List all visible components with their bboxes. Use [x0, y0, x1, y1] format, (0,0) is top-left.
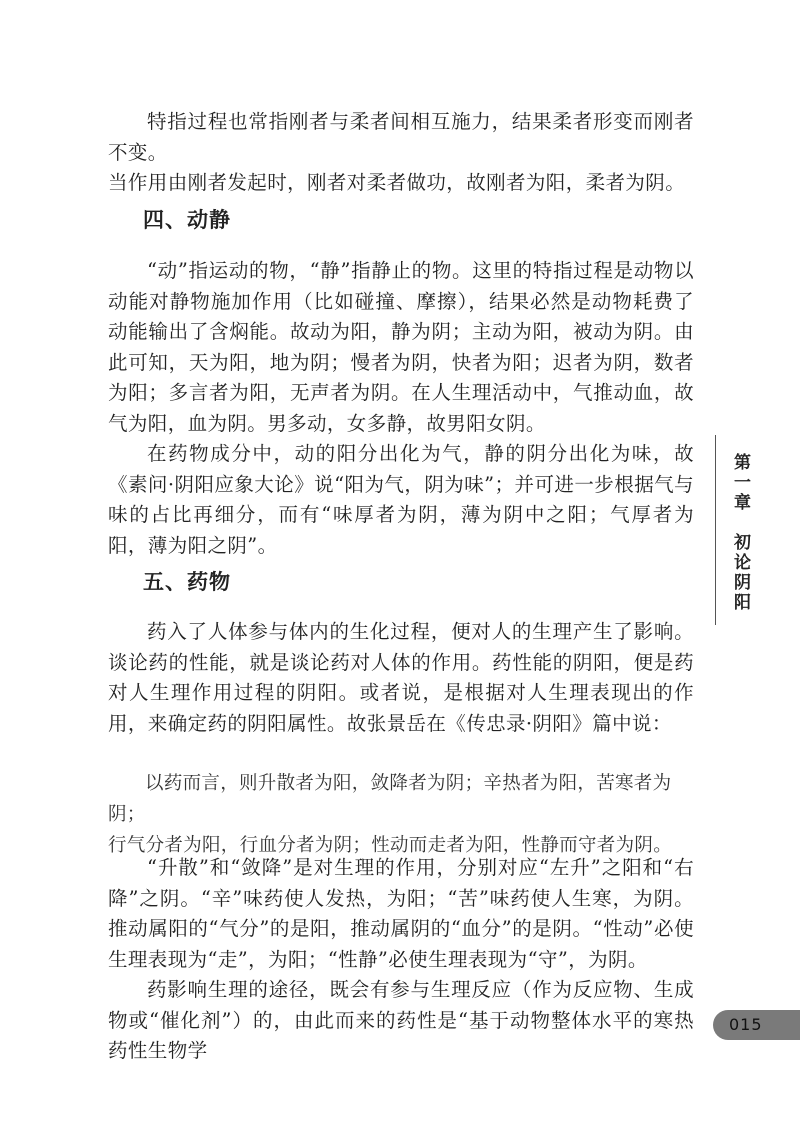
section-5-body-continued: [108, 853, 694, 1067]
section-heading-5: 五、药物: [143, 570, 231, 594]
section-5-paragraph-3: 药影响生理的途径，既会有参与生理反应（作为反应物、生成物或“催化剂”）的，由此而来的药性是“基于动物整体水平的寒热药性生物学: [108, 978, 694, 1062]
page-number: 015: [729, 1015, 763, 1034]
quote-line-1: 以药而言，则升散者为阳，敛降者为阴；辛热者为阳，苦寒者为阴；: [108, 773, 672, 825]
section-5-paragraph-1: 药入了人体参与体内的生化过程，便对人的生理产生了影响。谈论药的性能，就是谈论药对人体的作用。药性能的阴阳，便是药对人生理作用过程的阴阳。或者说，是根据对人生理表现出的作用，来确定药的阴阳属性。故张景岳在《传忠录·阴阳》篇中说：: [108, 620, 694, 735]
section-5-body: [108, 617, 694, 739]
section-4-paragraph-1: “动”指运动的物，“静”指静止的物。这里的特指过程是动物以动能对静物施加作用（比如碰撞、摩擦），结果必然是动物耗费了动能输出了含焖能。故动为阳，静为阴；主动为阳，被动为阴。由此可知，天为阳，地为阴；慢者为阴，快者为阳；迟者为阴，数者为阳；多言者为阳，无声者为阴。在人生理活动中，气推动血，故气为阳，血为阴。男多动，女多静，故男阳女阴。: [108, 259, 694, 435]
quote-line-2: 行气分者为阳，行血分者为阴；性动而走者为阳，性静而守者为阴。: [108, 835, 673, 856]
intro-line-2: 当作用由刚者发起时，刚者对柔者做功，故刚者为阳，柔者为阴。: [108, 171, 686, 194]
quotation-block: [108, 768, 700, 861]
intro-paragraph: [108, 107, 694, 199]
section-5-paragraph-2: “升散”和“敛降”是对生理的作用，分别对应“左升”之阳和“右降”之阴。“辛”味药使人发热，为阳；“苦”味药使人生寒，为阴。推动属阳的“气分”的是阳，推动属阴的“血分”的是阴。“性动”必使生理表现为“走”，为阳；“性静”必使生理表现为“守”，为阴。: [108, 856, 694, 971]
chapter-side-tab: [715, 435, 766, 625]
page-number-bar: [713, 1010, 800, 1040]
section-4-paragraph-2: 在药物成分中，动的阳分出化为气，静的阴分出化为味，故《素问·阴阳应象大论》说“阳为气，阴为味”；并可进一步根据气与味的占比再细分，而有“味厚者为阴，薄为阴中之阳；气厚者为阳，薄为阳之阴”。: [108, 442, 694, 557]
section-4-body: [108, 256, 694, 561]
chapter-title: 第一章 初论阴阳: [730, 453, 750, 613]
section-heading-4: 四、动静: [143, 208, 231, 232]
intro-line-1: 特指过程也常指刚者与柔者间相互施力，结果柔者形变而刚者不变。: [108, 110, 694, 164]
